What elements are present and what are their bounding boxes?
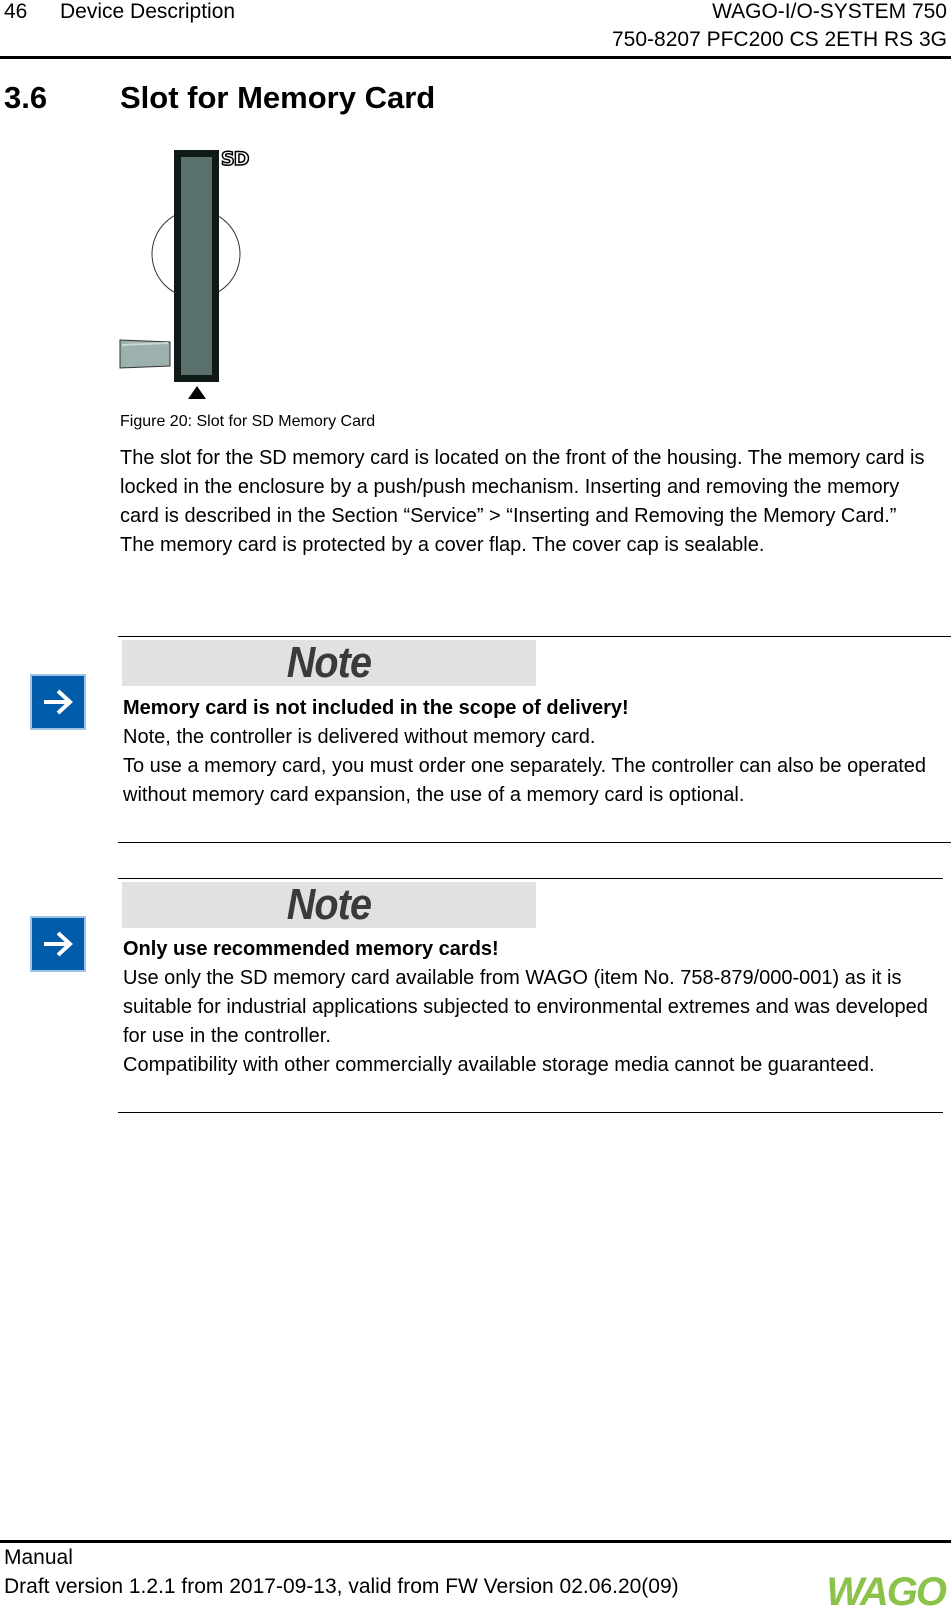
body-paragraph-1 [120,444,940,560]
header-page-number: 46 [4,0,28,23]
eject-arrow-icon [188,386,206,399]
note-2-title: Only use recommended memory cards! [123,938,499,960]
note-1-bottom-rule [118,842,951,843]
sd-slot-opening [181,157,212,375]
note-1-title: Memory card is not included in the scope of delivery! [123,697,629,719]
note-1-line-1: Note, the controller is delivered without memory card. [123,726,596,748]
header-product-line: WAGO-I/O-SYSTEM 750 [712,0,947,23]
paragraph-text: The memory card is protected by a cover flap. The cover cap is sealable. [120,534,765,556]
footer-doc-type: Manual [4,1546,73,1569]
note-1-body [123,694,938,810]
note-2-banner [122,882,536,928]
arrow-right-icon [38,924,78,964]
header-section: Device Description [60,0,236,23]
note-1-banner-label: Note [286,638,372,687]
footer-rule [0,1540,951,1543]
page-title: Slot for Memory Card [120,80,436,115]
note-2-line-1: Use only the SD memory card available from WAGO (item No. 758-879/000-001) as it is suitable for industrial applications subjected to environmental extremes and was developed for use in the controller. [123,967,928,1047]
section-number: 3.6 [4,80,48,115]
note-2-bottom-rule [118,1112,943,1113]
note-1-top-rule [118,636,951,637]
note-2-icon [30,916,86,972]
sd-label: SD [221,148,249,170]
note-2-top-rule [118,878,943,879]
note-2-line-2: Compatibility with other commercially available storage media cannot be guaranteed. [123,1054,875,1076]
arrow-right-icon [38,682,78,722]
note-1-banner [122,640,536,686]
sd-slot-figure [118,146,258,402]
note-2-body [123,935,938,1080]
header-rule [0,56,951,59]
header-product-model: 750-8207 PFC200 CS 2ETH RS 3G [612,28,947,51]
note-1-icon [30,674,86,730]
footer-version: Draft version 1.2.1 from 2017-09-13, valid from FW Version 02.06.20(09) [4,1575,679,1598]
wago-logo: WAGO [826,1570,945,1614]
note-2-banner-label: Note [286,880,372,929]
note-1-line-2: To use a memory card, you must order one separately. The controller can also be operated without memory card expansion, the use of a memory card is optional. [123,755,927,806]
paragraph-text: The slot for the SD memory card is located on the front of the housing. The memory card is locked in the enclosure by a push/push mechanism. Inserting and removing the memory card is described in the Section “Service” > “Inserting and Removing the Memory Card.” [120,447,925,527]
figure-caption: Figure 20: Slot for SD Memory Card [120,413,376,430]
